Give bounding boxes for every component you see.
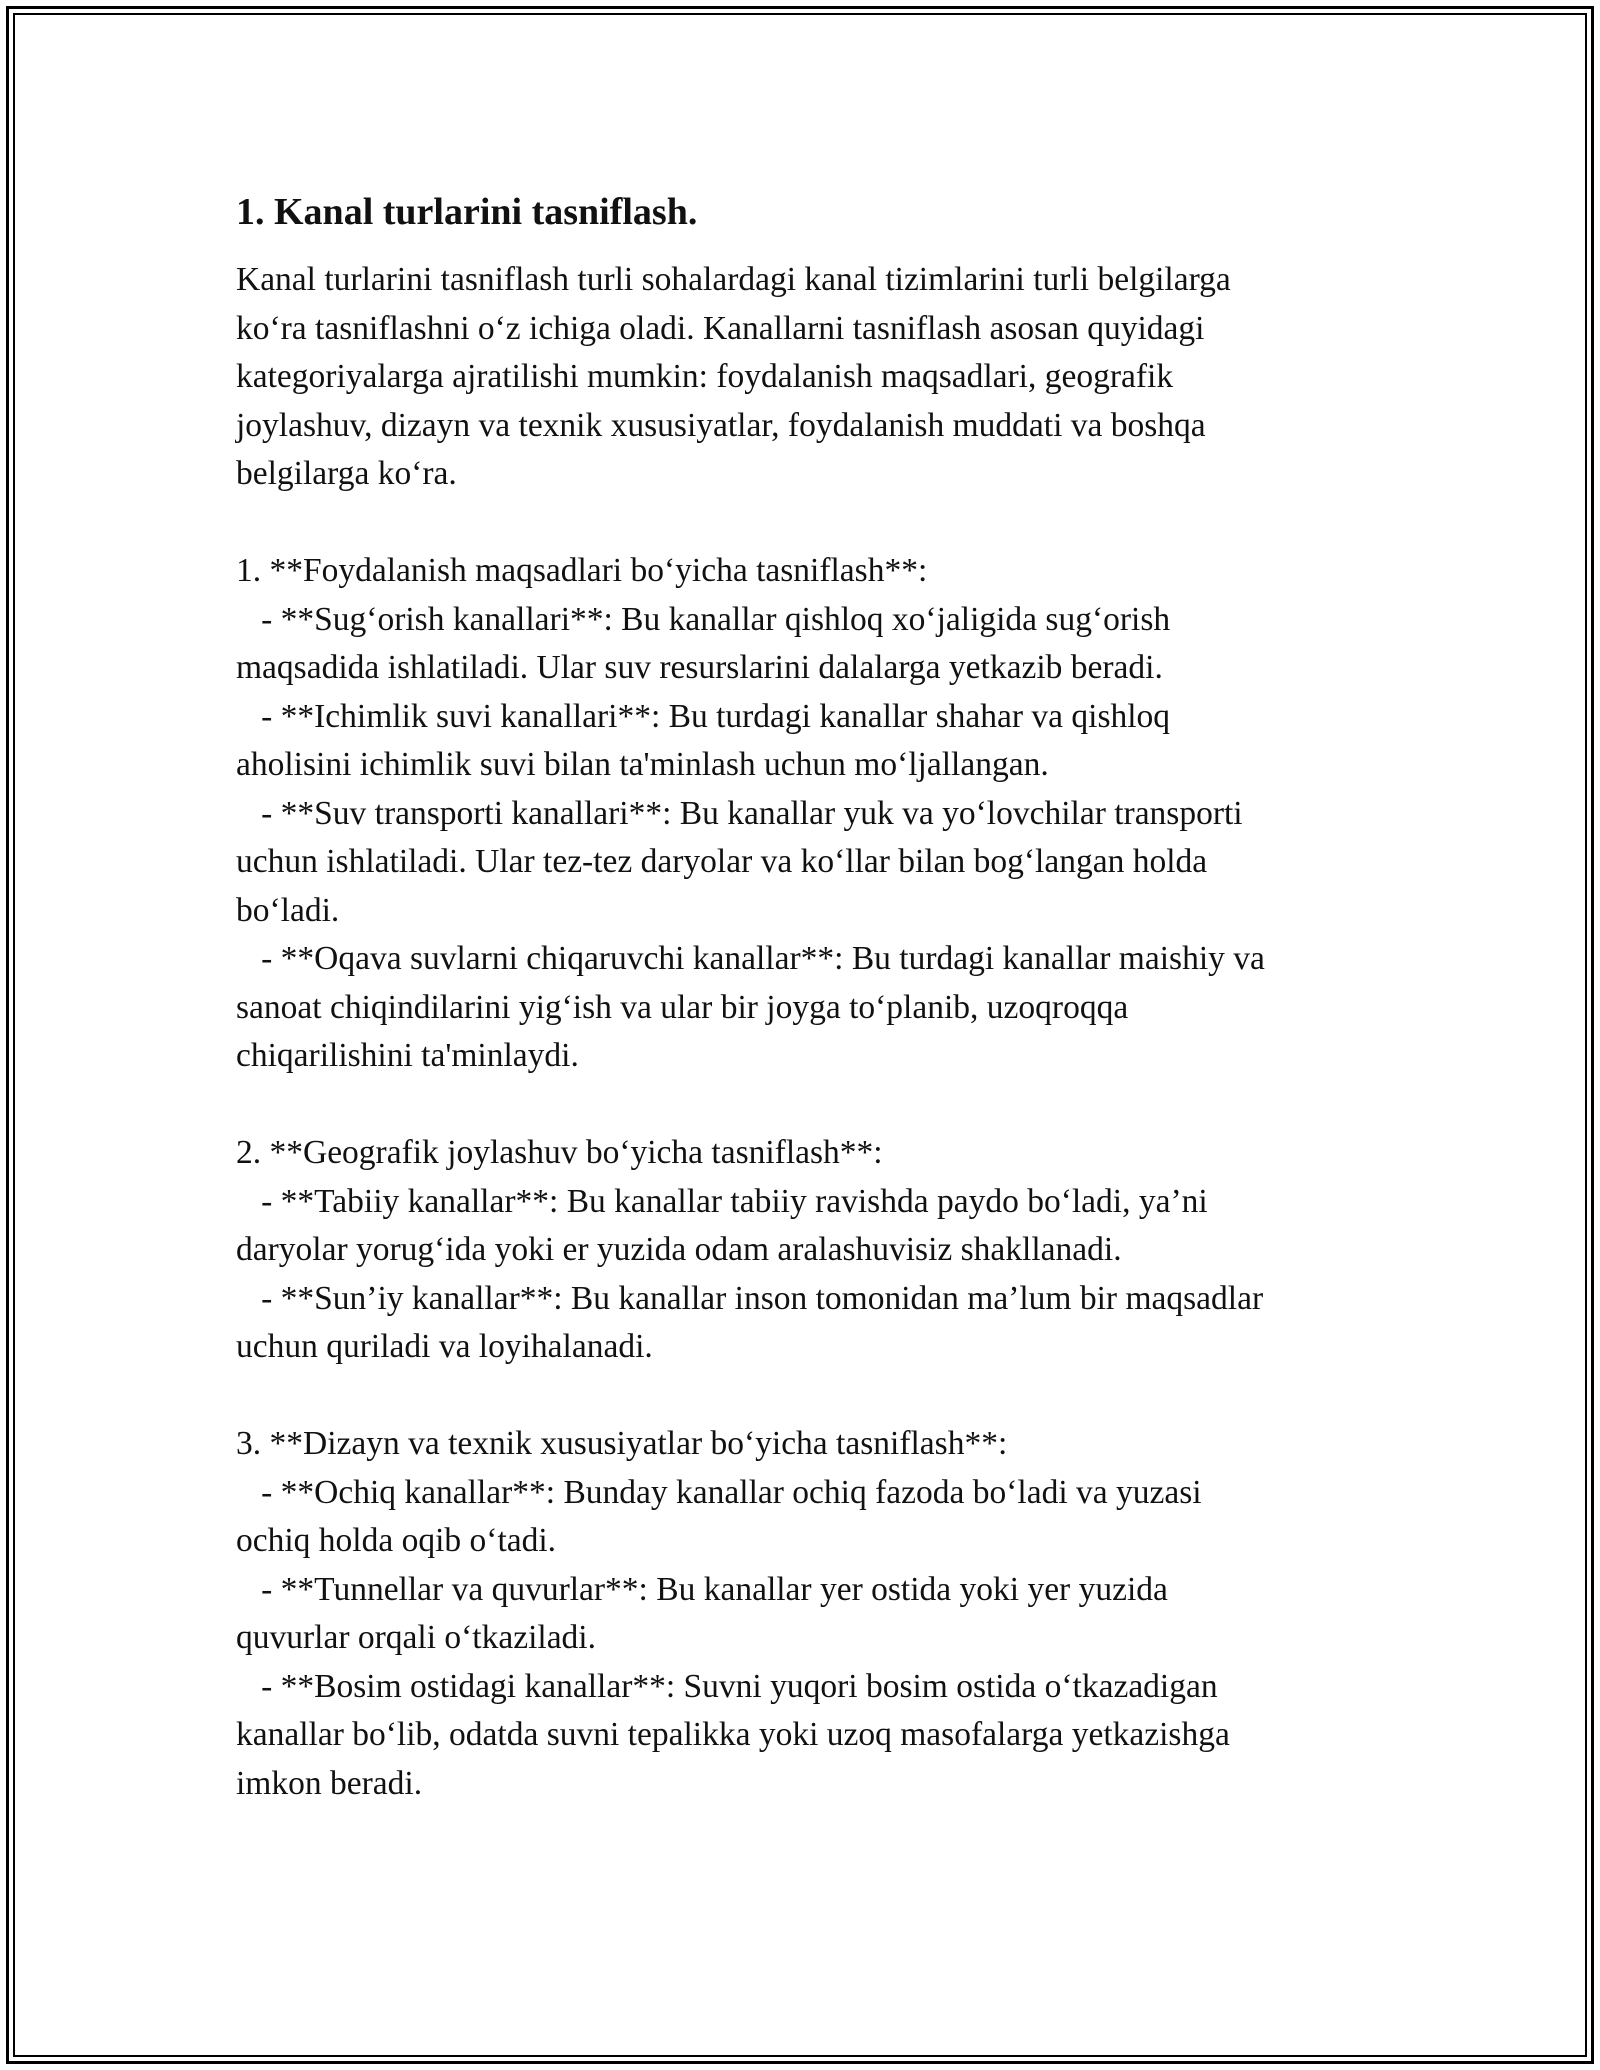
text-line: - **Tunnellar va quvurlar**: Bu kanallar yer ostida yoki yer yuzida [236, 1570, 1168, 1608]
blank-line [236, 499, 1396, 548]
text-line: aholisini ichimlik suvi bilan ta'minlash uchun moʻljallangan. [236, 746, 1049, 783]
text-line: - **Suv transporti kanallari**: Bu kanallar yuk va yoʻlovchilar transporti [236, 794, 1243, 832]
text-line: - **Tabiiy kanallar**: Bu kanallar tabiiy ravishda paydo boʻladi, ya’ni [236, 1182, 1208, 1220]
text-line: quvurlar orqali oʻtkaziladi. [236, 1619, 596, 1656]
text-line: uchun ishlatiladi. Ular tez-tez daryolar va koʻllar bilan bogʻlangan holda [236, 843, 1208, 880]
text-line: 3. **Dizayn va texnik xususiyatlar boʻyicha tasniflash**: [236, 1425, 1008, 1462]
text-line: uchun quriladi va loyihalanadi. [236, 1328, 653, 1365]
text-line: chiqarilishini ta'minlaydi. [236, 1037, 579, 1074]
text-line: imkon beradi. [236, 1764, 423, 1802]
blank-line [236, 1081, 1396, 1130]
text-line: boʻladi. [236, 891, 340, 929]
text-line: maqsadida ishlatiladi. Ular suv resurslarini dalalarga yetkazib beradi. [236, 649, 1163, 686]
text-line: - **Sun’iy kanallar**: Bu kanallar inson tomonidan ma’lum bir maqsadlar [236, 1279, 1264, 1317]
text-line: - **Oqava suvlarni chiqaruvchi kanallar**: Bu turdagi kanallar maishiy va [236, 940, 1265, 977]
text-line: daryolar yorugʻida yoki er yuzida odam aralashuvisiz shakllanadi. [236, 1231, 1122, 1268]
text-line: koʻra tasniflashni oʻz ichiga oladi. Kanallarni tasniflash asosan quyidagi [236, 309, 1205, 347]
text-line: kategoriyalarga ajratilishi mumkin: foydalanish maqsadlari, geografik [236, 358, 1174, 395]
text-line: sanoat chiqindilarini yigʻish va ular bir joyga toʻplanib, uzoqroqqa [236, 988, 1129, 1026]
document-body [236, 256, 1396, 1808]
text-line: - **Ochiq kanallar**: Bunday kanallar ochiq fazoda boʻladi va yuzasi [236, 1473, 1202, 1511]
text-line: joylashuv, dizayn va texnik xususiyatlar, foydalanish muddati va boshqa [236, 406, 1206, 444]
text-line: 2. **Geografik joylashuv boʻyicha tasniflash**: [236, 1134, 883, 1171]
text-line: - **Bosim ostidagi kanallar**: Suvni yuqori bosim ostida oʻtkazadigan [236, 1667, 1218, 1705]
text-line: - **Ichimlik suvi kanallari**: Bu turdagi kanallar shahar va qishloq [236, 697, 1171, 735]
blank-line [236, 1372, 1396, 1421]
document-content [236, 186, 1396, 1808]
text-line: - **Sugʻorish kanallari**: Bu kanallar qishloq xoʻjaligida sugʻorish [236, 600, 1171, 638]
text-line: belgilarga koʻra. [236, 455, 457, 492]
text-line: 1. **Foydalanish maqsadlari boʻyicha tasniflash**: [236, 552, 928, 589]
text-line: ochiq holda oqib oʻtadi. [236, 1522, 557, 1559]
document-title: 1. Kanal turlarini tasniflash. [236, 191, 698, 233]
text-line: kanallar boʻlib, odatda suvni tepalikka yoki uzoq masofalarga yetkazishga [236, 1716, 1230, 1753]
text-line: Kanal turlarini tasniflash turli sohalardagi kanal tizimlarini turli belgilarga [236, 261, 1231, 298]
